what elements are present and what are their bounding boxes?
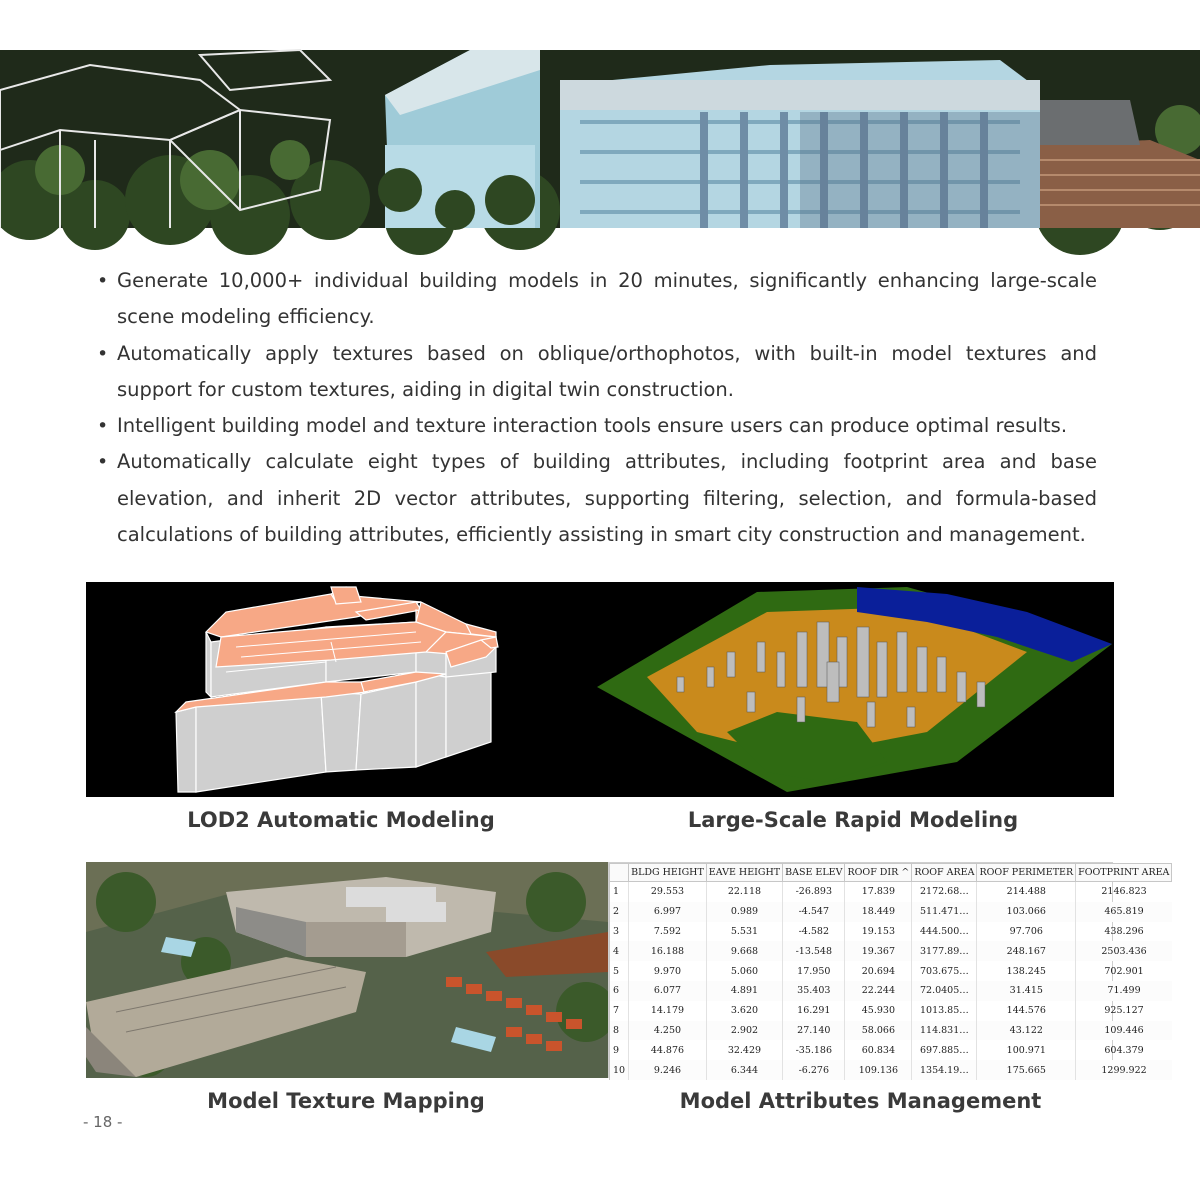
table-cell: 6.344	[706, 1060, 782, 1080]
table-cell: -4.582	[783, 922, 845, 942]
table-header-index	[610, 864, 629, 882]
table-row[interactable]	[610, 902, 1172, 922]
large-scale-city-image	[527, 582, 1114, 797]
feature-bullet-list	[95, 263, 1097, 553]
table-cell: -6.276	[783, 1060, 845, 1080]
table-cell: 1299.922	[1076, 1060, 1172, 1080]
table-cell: 444.500…	[912, 922, 977, 942]
table-row-index: 6	[610, 981, 629, 1001]
table-cell: 72.0405…	[912, 981, 977, 1001]
bullet-item: • Automatically apply textures based on oblique/orthophotos, with built-in model textures and support for custom textures, aiding in digital twin construction.	[95, 336, 1097, 409]
table-cell: 3.620	[706, 1001, 782, 1021]
table-cell: -35.186	[783, 1040, 845, 1060]
table-cell: 6.077	[629, 981, 707, 1001]
table-row-index: 9	[610, 1040, 629, 1060]
table-cell: 697.885…	[912, 1040, 977, 1060]
table-cell: 114.831…	[912, 1021, 977, 1041]
table-cell: 702.901	[1076, 961, 1172, 981]
table-header[interactable]: ROOF PERIMETER	[977, 864, 1076, 882]
attribute-table-panel	[608, 862, 1170, 1078]
table-cell: 17.950	[783, 961, 845, 981]
table-cell: 22.244	[845, 981, 912, 1001]
table-row-index: 4	[610, 941, 629, 961]
table-cell: 2172.68…	[912, 882, 977, 902]
bullet-item: • Automatically calculate eight types of building attributes, including footprint area and base elevation, and inherit 2D vector attributes, supporting filtering, selection, and formula-based calculations of building attributes, efficiently assisting in smart city construction and management.	[95, 444, 1097, 553]
table-cell: 0.989	[706, 902, 782, 922]
bullet-dot: •	[97, 451, 109, 474]
table-cell: 3177.89…	[912, 941, 977, 961]
table-cell: 109.446	[1076, 1021, 1172, 1041]
table-cell: 20.694	[845, 961, 912, 981]
table-row[interactable]	[610, 922, 1172, 942]
caption-lod2: LOD2 Automatic Modeling	[187, 808, 495, 832]
table-row[interactable]	[610, 1060, 1172, 1080]
bullet-dot: •	[97, 415, 109, 438]
table-cell: 6.997	[629, 902, 707, 922]
table-cell: 604.379	[1076, 1040, 1172, 1060]
table-row[interactable]	[610, 1021, 1172, 1041]
table-cell: 9.970	[629, 961, 707, 981]
table-cell: 16.291	[783, 1001, 845, 1021]
table-cell: 175.665	[977, 1060, 1076, 1080]
table-cell: 1013.85…	[912, 1001, 977, 1021]
table-cell: 925.127	[1076, 1001, 1172, 1021]
texture-mapping-image	[86, 862, 608, 1078]
page-number: - 18 -	[83, 1113, 123, 1131]
table-cell: 100.971	[977, 1040, 1076, 1060]
table-cell: 22.118	[706, 882, 782, 902]
table-row-index: 1	[610, 882, 629, 902]
table-cell: -4.547	[783, 902, 845, 922]
table-row-index: 2	[610, 902, 629, 922]
table-row-index: 7	[610, 1001, 629, 1021]
table-cell: 2.902	[706, 1021, 782, 1041]
table-row-index: 3	[610, 922, 629, 942]
table-cell: 29.553	[629, 882, 707, 902]
caption-attributes: Model Attributes Management	[679, 1089, 1042, 1113]
table-cell: 103.066	[977, 902, 1076, 922]
table-cell: -26.893	[783, 882, 845, 902]
table-cell: 14.179	[629, 1001, 707, 1021]
table-row[interactable]	[610, 981, 1172, 1001]
table-cell: 438.296	[1076, 922, 1172, 942]
table-cell: 9.246	[629, 1060, 707, 1080]
table-cell: 71.499	[1076, 981, 1172, 1001]
table-cell: 35.403	[783, 981, 845, 1001]
table-cell: 144.576	[977, 1001, 1076, 1021]
table-cell: 4.891	[706, 981, 782, 1001]
bullet-item: • Intelligent building model and texture interaction tools ensure users can produce optimal results.	[95, 408, 1097, 444]
table-cell: 43.122	[977, 1021, 1076, 1041]
table-cell: 31.415	[977, 981, 1076, 1001]
table-cell: 19.153	[845, 922, 912, 942]
banner-city-render	[0, 50, 1200, 228]
table-row[interactable]	[610, 1040, 1172, 1060]
caption-large-scale: Large-Scale Rapid Modeling	[687, 808, 1019, 832]
table-row[interactable]	[610, 961, 1172, 981]
table-cell: 4.250	[629, 1021, 707, 1041]
table-cell: 16.188	[629, 941, 707, 961]
table-row-index: 5	[610, 961, 629, 981]
table-cell: 18.449	[845, 902, 912, 922]
table-row[interactable]	[610, 882, 1172, 902]
table-cell: 44.876	[629, 1040, 707, 1060]
table-cell: -13.548	[783, 941, 845, 961]
table-cell: 109.136	[845, 1060, 912, 1080]
table-cell: 7.592	[629, 922, 707, 942]
table-cell: 465.819	[1076, 902, 1172, 922]
table-header[interactable]: ROOF DIR ^	[845, 864, 912, 882]
table-cell: 32.429	[706, 1040, 782, 1060]
table-cell: 248.167	[977, 941, 1076, 961]
table-row-index: 10	[610, 1060, 629, 1080]
table-cell: 17.839	[845, 882, 912, 902]
bullet-item: • Generate 10,000+ individual building models in 20 minutes, significantly enhancing large-scale scene modeling efficiency.	[95, 263, 1097, 336]
table-cell: 1354.19…	[912, 1060, 977, 1080]
bullet-dot: •	[97, 342, 109, 365]
header-banner-image	[0, 50, 1200, 228]
table-cell: 214.488	[977, 882, 1076, 902]
attribute-table-body	[610, 882, 1172, 1080]
table-cell: 97.706	[977, 922, 1076, 942]
table-header[interactable]: FOOTPRINT AREA	[1076, 864, 1172, 882]
table-cell: 58.066	[845, 1021, 912, 1041]
bullet-dot: •	[97, 270, 109, 292]
attribute-table	[609, 863, 1172, 1080]
table-header-row	[610, 864, 1172, 882]
table-cell: 5.531	[706, 922, 782, 942]
table-row[interactable]	[610, 1001, 1172, 1021]
table-cell: 19.367	[845, 941, 912, 961]
table-cell: 60.834	[845, 1040, 912, 1060]
table-header[interactable]: EAVE HEIGHT	[706, 864, 782, 882]
table-cell: 27.140	[783, 1021, 845, 1041]
table-header[interactable]: BLDG HEIGHT	[629, 864, 707, 882]
table-cell: 138.245	[977, 961, 1076, 981]
table-cell: 45.930	[845, 1001, 912, 1021]
large-scale-city-render	[527, 582, 1114, 797]
table-cell: 703.675…	[912, 961, 977, 981]
table-header[interactable]: ROOF AREA	[912, 864, 977, 882]
table-row-index: 8	[610, 1021, 629, 1041]
table-cell: 5.060	[706, 961, 782, 981]
table-header[interactable]: BASE ELEV	[783, 864, 845, 882]
texture-mapping-render	[86, 862, 608, 1078]
table-cell: 2503.436	[1076, 941, 1172, 961]
table-cell: 9.668	[706, 941, 782, 961]
table-row[interactable]	[610, 941, 1172, 961]
table-cell: 2146.823	[1076, 882, 1172, 902]
caption-texture: Model Texture Mapping	[207, 1089, 485, 1113]
table-cell: 511.471…	[912, 902, 977, 922]
